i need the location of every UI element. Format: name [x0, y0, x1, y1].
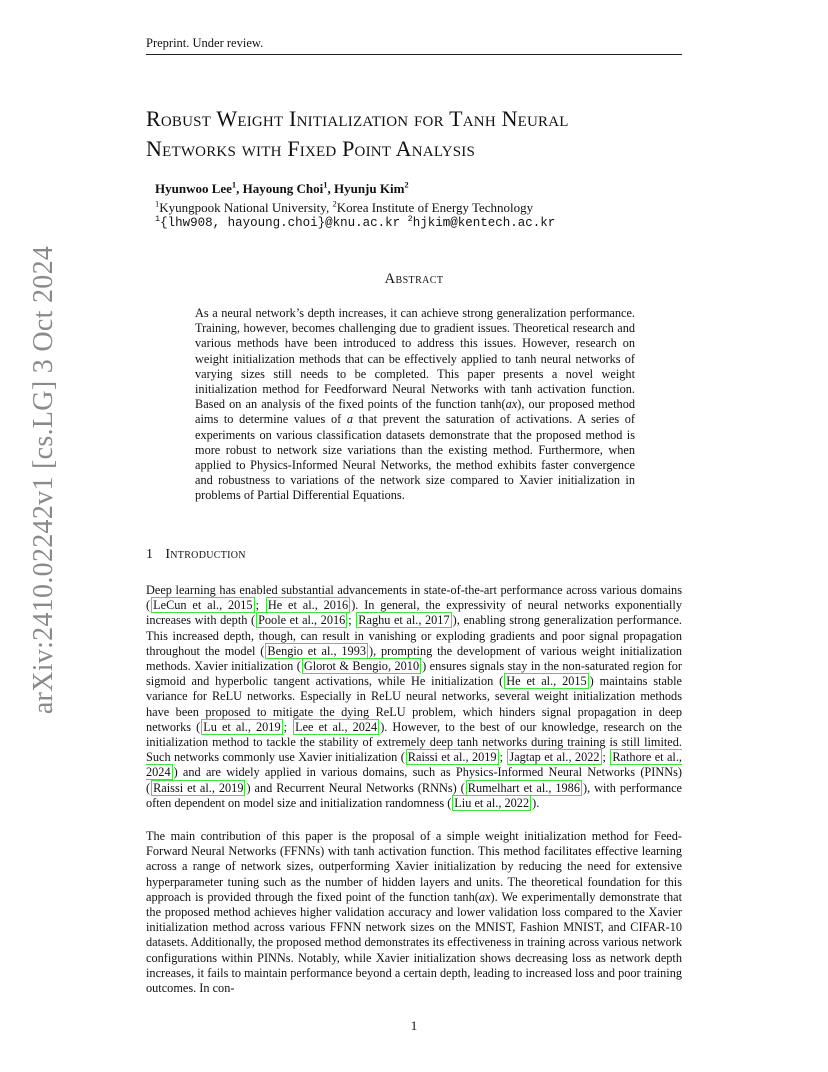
author-emails: $^1${lhw908, hayoung.choi}@knu.ac.kr $^2$hjkim@kentech.ac.kr	[155, 213, 556, 230]
citation-link[interactable]: LeCun et al., 2015	[153, 598, 253, 613]
intro-paragraph-2: The main contribution of this paper is the proposal of a simple weight initialization method for Feed-Forward Neural Networks (FFNNs) with tanh activation function. This method facilitates effective learning across a range of network sizes, outperforming Xavier initialization by reducing the need for extensive hyperparameter tuning such as the number of hidden layers and units. The theoretical foundation for this approach is provided through the fixed point of the function tanh(ax). We experimentally demonstrate that the proposed method achieves higher validation accuracy and lower validation loss compared to the Xavier initialization method across various FFNN network sizes on the MNIST, Fashion MNIST, and CIFAR-10 datasets. Additionally, the proposed method demonstrates its effectiveness in training across various network configurations within PINNs. Notably, while Xavier initialization shows decreasing loss as network depth increases, it fails to maintain performance beyond a certain depth, leading to increased loss and poor training outcomes. In con-	[146, 829, 682, 996]
paper-title	[146, 104, 706, 164]
citation-link[interactable]: Raissi et al., 2019	[153, 780, 244, 795]
citation-link[interactable]: Raghu et al., 2017	[358, 613, 450, 628]
title-line-1: Robust Weight Initialization for Tanh Neural	[146, 106, 569, 131]
author-list: Hyunwoo Lee$^1$, Hayoung Choi$^1$, Hyunju Kim$^2$	[155, 179, 409, 196]
abstract-heading: Abstract	[384, 271, 444, 287]
title-line-2: Networks with Fixed Point Analysis	[146, 136, 476, 161]
intro-paragraph-1: Deep learning has enabled substantial advancements in state-of-the-art performance across various domains ( LeCun et al., 2015 ; He et al., 2016 ). In general, the expressivity of neural networks exponentially increases with depth ( Poole et al., 2016 ; Raghu et al., 2017 ), enabling strong generalization performance. This increased depth, though, can result in vanishing or exploding gradients and poor signal propagation throughout the model ( Bengio et al., 1993 ), prompting the development of various weight initialization methods. Xavier initialization ( Glorot & Bengio, 2010 ) ensures signals stay in the non-saturated region for sigmoid and hyperbolic tangent activations, while He initialization ( He et al., 2015 ) maintains stable variance for ReLU networks. Especially in ReLU neural networks, several weight initialization methods have been proposed to mitigate the dying ReLU problem, which hinders signal propagation in deep networks ( Lu et al., 2019 ; Lee et al., 2024 ). However, to the best of our knowledge, research on the initialization method to tackle the stability of extremely deep tanh networks during training is still limited. Such networks commonly use Xavier initialization ( Raissi et al., 2019 ; Jagtap et al., 2022 ; Rathore et al., 2024 ) and are widely applied in various domains, such as Physics-Informed Neural Networks (PINNs) ( Raissi et al., 2019 ) and Recurrent Neural Networks (RNNs) ( Rumelhart et al., 1986 ), with performance often dependent on model size and initialization randomness ( Liu et al., 2022 ).	[146, 583, 683, 810]
citation-link[interactable]: Lee et al., 2024	[295, 719, 378, 734]
citation-link[interactable]: He et al., 2016	[267, 598, 349, 613]
abstract-body: As a neural network’s depth increases, it can achieve strong generalization performance. Training, however, becomes challenging due to gradient issues. Theoretical research and various methods have been introduced to address this issues. However, research on weight initialization methods that can be effectively applied to tanh neural networks of varying sizes still needs to be completed. This paper presents a novel weight initialization method for Feedforward Neural Networks with tanh activation function. Based on an analysis of the fixed points of the function tanh(ax), our proposed method aims to determine values of a that prevent the saturation of activations. A series of experiments on various classification datasets demonstrate that the proposed method is more robust to network size variations than the existing method. Furthermore, when applied to Physics-Informed Neural Networks, the method exhibits faster convergence and robustness to variations of the network size compared to Xavier initialization in problems of Partial Differential Equations.	[195, 306, 636, 503]
affiliations: $^1$Kyungpook National University, $^2$Korea Institute of Energy Technology	[155, 198, 534, 215]
citation-link[interactable]: He et al., 2015	[506, 674, 587, 689]
arxiv-identifier-stamp: arXiv:2410.02242v1 [cs.LG] 3 Oct 2024	[28, 245, 60, 715]
citation-link[interactable]: Rumelhart et al., 1986	[467, 780, 580, 795]
citation-link[interactable]: Poole et al., 2016	[258, 613, 346, 628]
citation-link[interactable]: Lu et al., 2019	[203, 719, 281, 734]
section-heading-introduction: 1 Introduction	[146, 547, 246, 562]
running-header: Preprint. Under review.	[146, 36, 682, 55]
citation-link[interactable]: Liu et al., 2022	[454, 795, 530, 810]
citation-link[interactable]: Glorot & Bengio, 2010	[303, 659, 420, 674]
citation-link[interactable]: Bengio et al., 1993	[267, 643, 366, 658]
citation-link[interactable]: Rathore et al., 2024	[146, 750, 682, 780]
citation-link[interactable]: Jagtap et al., 2022	[509, 750, 600, 765]
citation-link[interactable]: Raissi et al., 2019	[407, 750, 497, 765]
page-number: 1	[410, 1018, 418, 1033]
